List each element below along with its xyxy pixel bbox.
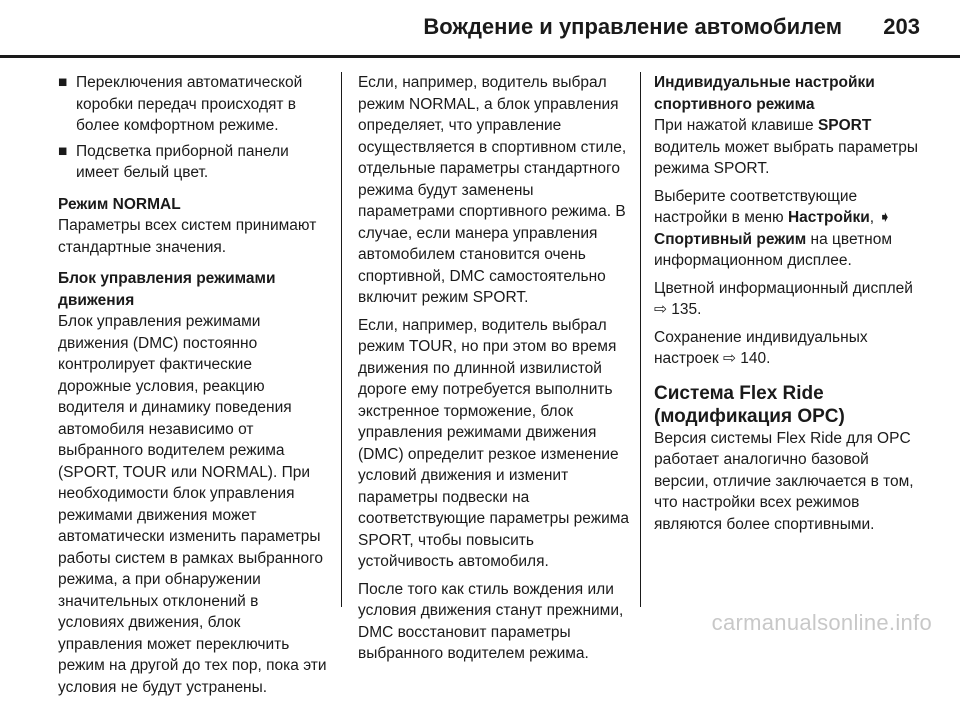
column-divider <box>341 72 342 607</box>
bullet-icon: ■ <box>58 142 68 160</box>
section-heading-dmc: Блок управления режимами движения <box>58 270 276 309</box>
column-middle <box>358 72 630 671</box>
paragraph: При нажатой клавише SPORT водитель может выбрать параметры режима SPORT. <box>654 117 918 177</box>
paragraph: Если, например, водитель выбрал режим TOUR, но при этом во время движения по длинной извилистой дороге ему потребуется выполнить экстренное торможение, блок управления режимами движения (DMC) определит резкое изменение условий движения и изменит параметры подвески на соответствующие параметры режима SPORT, чтобы повысить устойчивость автомобиля. <box>358 316 630 570</box>
column-left <box>58 72 328 704</box>
cross-reference: Сохранение индивидуальных настроек ⇨ 140. <box>654 328 868 367</box>
paragraph: Если, например, водитель выбрал режим NORMAL, а блок управления определяет, что управление осуществляется в спортивном стиле, отдельные параметры стандартного режима будут заменены параметрами спортивного режима. В случае, если манера управления автомобилем становится очень спортивной, DMC самостоятельно включит режим SPORT. <box>358 74 627 306</box>
column-right <box>654 72 926 541</box>
list-item <box>58 141 328 184</box>
section-heading-flex-ride: Система Flex Ride (модификация OPC) <box>654 382 845 427</box>
header-rule <box>0 55 960 58</box>
page-title: Вождение и управление автомобилем <box>423 14 842 39</box>
menu-settings-label: Настройки <box>787 209 870 226</box>
normal-text: Параметры всех систем принимают стандартные значения. <box>58 217 317 256</box>
list-item <box>58 72 328 137</box>
page-number: 203 <box>883 14 920 39</box>
bullet-text: Переключения автоматической коробки передач происходят в более комфортном режиме. <box>76 74 303 134</box>
paragraph: Выберите соответствующие настройки в меню Настройки, ➧ Спортивный режим на цветном информационном дисплее. <box>654 187 893 269</box>
watermark: carmanualsonline.info <box>711 610 932 635</box>
cross-reference: Цветной информационный дисплей ⇨ 135. <box>654 279 913 318</box>
paragraph: После того как стиль вождения или условия движения станут прежними, DMC восстановит параметры выбранного водителем режима. <box>358 580 624 662</box>
section-heading-individual: Индивидуальные настройки спортивного режима <box>654 74 875 113</box>
menu-sport-mode-label: Спортивный режим <box>654 230 807 248</box>
paragraph: Версия системы Flex Ride для OPC работает аналогично базовой версии, отличие заключается в том, что настройки всех режимов являются более спортивными. <box>654 429 914 533</box>
section-heading-normal: Режим NORMAL <box>58 195 181 213</box>
arrow-right-icon: , ➧ <box>869 209 892 226</box>
column-divider <box>640 72 641 607</box>
bullet-icon: ■ <box>58 74 68 91</box>
dmc-text: Блок управления режимами движения (DMC) постоянно контролирует фактические дорожные условия, реакцию водителя и динамику поведения автомобиля независимо от выбранного водителем режима (SPORT, TOUR или NORMAL). При необходимости блок управления режимами движения может автоматически изменить параметры работы систем в рамках выбранного режима, а при обнаружении значительных отклонений в условиях движения, блок управления может переключить режим на другой до тех пор, пока эти условия не будут устранены. <box>58 313 327 696</box>
page-header <box>0 0 960 60</box>
bullet-text: Подсветка приборной панели имеет белый цвет. <box>76 142 289 181</box>
sport-key-label: SPORT <box>817 117 872 134</box>
